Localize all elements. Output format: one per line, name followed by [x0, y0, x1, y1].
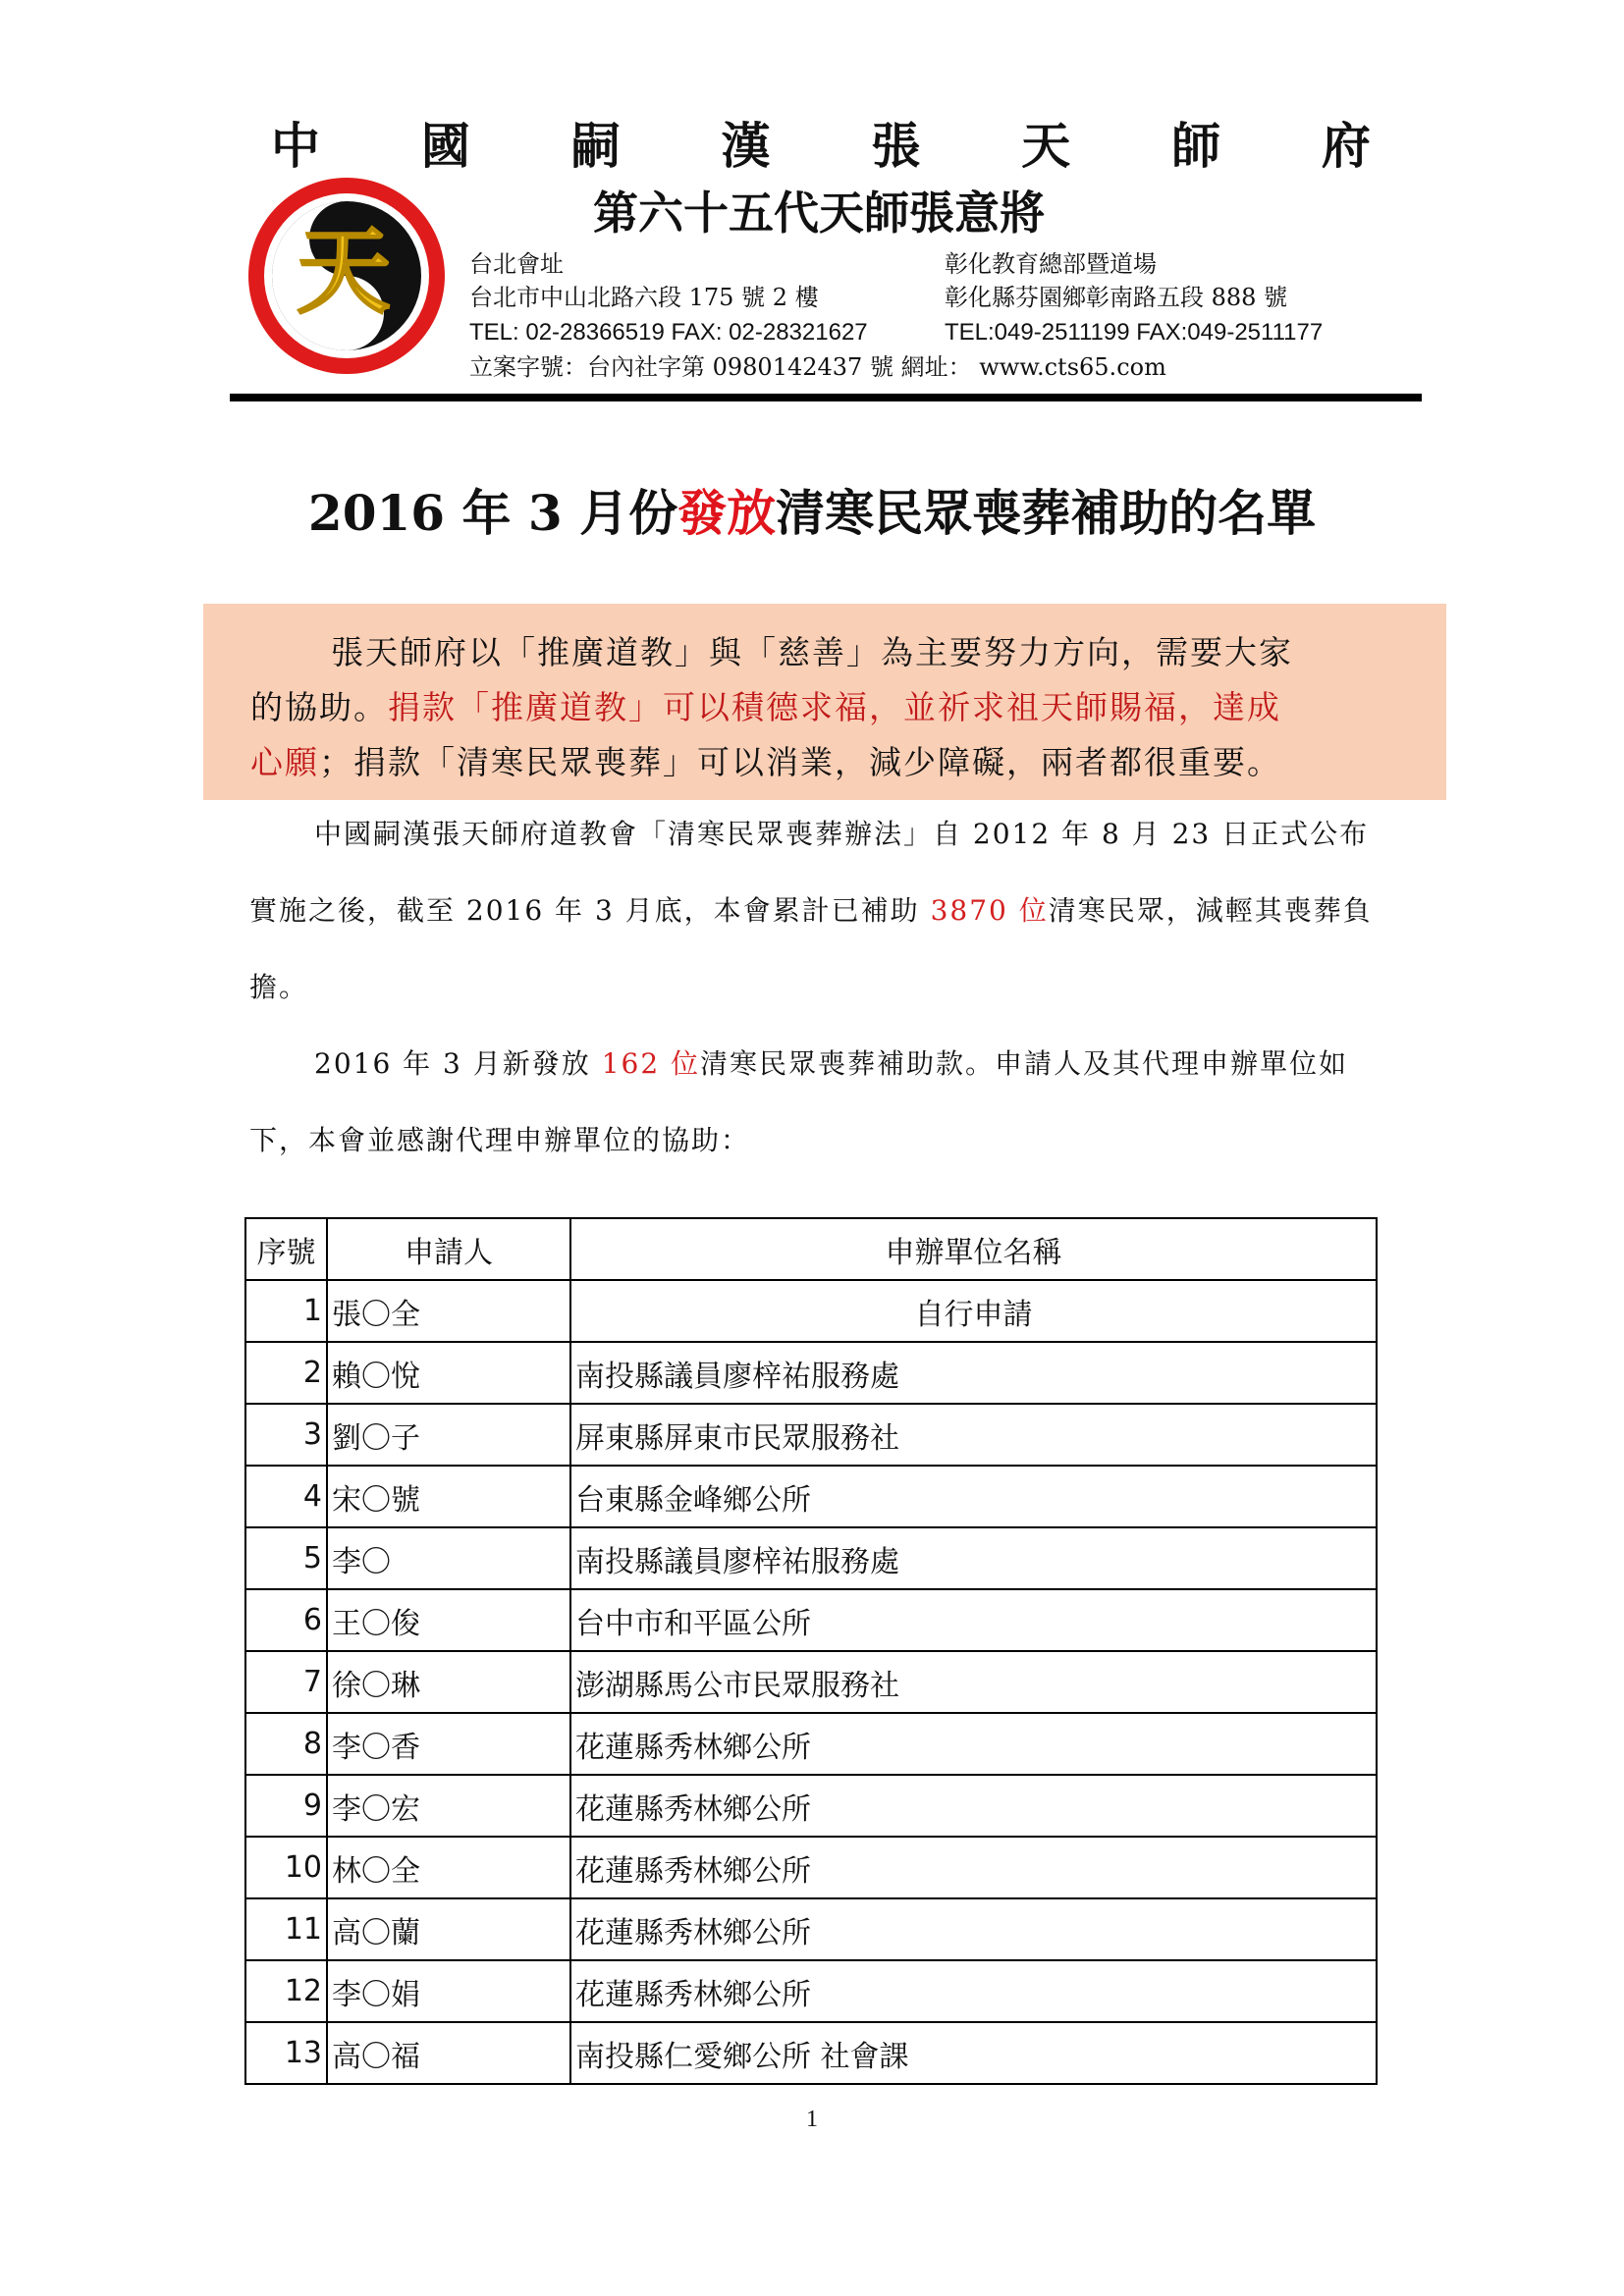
cell-applicant: 高〇福	[327, 2022, 570, 2084]
column-header-unit: 申辦單位名稱	[570, 1218, 1377, 1280]
cell-no: 4	[245, 1466, 327, 1527]
monthly-text-end: 清寒民眾喪葬補助款。申請人及其代理申辦單位如下，本會並感謝代理申辦單位的協助：	[249, 1047, 1349, 1156]
org-name-char: 師	[1171, 118, 1221, 175]
table-row	[245, 2022, 1377, 2084]
summary-paragraph	[249, 796, 1388, 1026]
cell-unit: 澎湖縣馬公市民眾服務社	[570, 1651, 1377, 1713]
cell-unit: 花蓮縣秀林鄉公所	[570, 1713, 1377, 1775]
table-row	[245, 1527, 1377, 1589]
cell-unit: 台中市和平區公所	[570, 1589, 1377, 1651]
taipei-office-phone: TEL: 02-28366519 FAX: 02-28321627	[469, 319, 868, 346]
cell-no: 8	[245, 1713, 327, 1775]
letterhead-divider	[230, 394, 1422, 401]
changhua-hq-label: 彰化教育總部暨道場	[945, 250, 1157, 278]
appeal-line-3	[250, 735, 1397, 790]
table-row	[245, 1589, 1377, 1651]
table-row	[245, 1960, 1377, 2022]
cell-unit: 南投縣議員廖梓祐服務處	[570, 1342, 1377, 1404]
cell-applicant: 賴〇悅	[327, 1342, 570, 1404]
recipient-table	[244, 1217, 1378, 2085]
cell-no: 1	[245, 1280, 327, 1342]
table-row	[245, 1342, 1377, 1404]
table-header-row	[245, 1218, 1377, 1280]
column-header-no: 序號	[245, 1218, 327, 1280]
cell-applicant: 李〇娟	[327, 1960, 570, 2022]
cell-unit: 花蓮縣秀林鄉公所	[570, 1837, 1377, 1898]
cell-unit: 自行申請	[570, 1280, 1377, 1342]
taipei-office-address: 台北市中山北路六段 175 號 2 樓	[469, 284, 819, 311]
cell-no: 13	[245, 2022, 327, 2084]
appeal-line-1: 張天師府以「推廣道教」與「慈善」為主要努力方向，需要大家	[331, 633, 1293, 671]
column-header-applicant: 申請人	[327, 1218, 570, 1280]
page-number: 1	[806, 2107, 818, 2132]
summary-text: 中國嗣漢張天師府道教會「清寒民眾喪葬辦法」自 2012 年 8 月 23 日正式公布實施之後，截至 2016 年 3 月底，本會累計已補助	[249, 818, 1370, 927]
cell-no: 12	[245, 1960, 327, 2022]
cell-no: 5	[245, 1527, 327, 1589]
appeal-line-2	[250, 680, 1397, 735]
cell-applicant: 林〇全	[327, 1837, 570, 1898]
monthly-count: 162 位	[601, 1047, 701, 1080]
table-row	[245, 1651, 1377, 1713]
table-row	[245, 1280, 1377, 1342]
taipei-office-label: 台北會址	[469, 250, 564, 278]
cell-no: 11	[245, 1898, 327, 1960]
cell-unit: 南投縣議員廖梓祐服務處	[570, 1527, 1377, 1589]
table-row	[245, 1713, 1377, 1775]
cell-applicant: 徐〇琳	[327, 1651, 570, 1713]
cell-applicant: 劉〇子	[327, 1404, 570, 1466]
org-name-char: 漢	[721, 118, 771, 175]
organization-name	[271, 108, 1371, 177]
cell-applicant: 李〇	[327, 1527, 570, 1589]
appeal-emphasis: 捐款「推廣道教」可以積德求福，並祈求祖天師賜福，達成	[388, 688, 1281, 726]
title-highlight: 發放	[677, 484, 777, 542]
org-name-char: 中	[271, 118, 320, 175]
table-row	[245, 1775, 1377, 1837]
title-prefix: 2016 年 3 月份	[307, 484, 678, 542]
cell-applicant: 高〇蘭	[327, 1898, 570, 1960]
cell-no: 7	[245, 1651, 327, 1713]
cell-unit: 台東縣金峰鄉公所	[570, 1466, 1377, 1527]
cell-applicant: 宋〇號	[327, 1466, 570, 1527]
org-name-char: 張	[871, 118, 921, 175]
tianshi-logo-icon	[245, 175, 448, 377]
cell-applicant: 李〇香	[327, 1713, 570, 1775]
appeal-text: 的協助。	[250, 688, 388, 726]
logo-text: 天	[297, 216, 391, 327]
cell-no: 6	[245, 1589, 327, 1651]
table-row	[245, 1404, 1377, 1466]
cell-applicant: 李〇宏	[327, 1775, 570, 1837]
changhua-hq-phone: TEL:049-2511199 FAX:049-2511177	[945, 319, 1324, 346]
letterhead-subtitle: 第六十五代天師張意將	[593, 187, 1045, 240]
cell-unit: 屏東縣屏東市民眾服務社	[570, 1404, 1377, 1466]
cell-applicant: 王〇俊	[327, 1589, 570, 1651]
cumulative-count: 3870 位	[930, 894, 1049, 927]
summary-text-end: 清寒民眾，減輕其喪葬負擔。	[249, 894, 1373, 1003]
table-row	[245, 1466, 1377, 1527]
registration-and-website: 立案字號：台內社字第 0980142437 號 網址： www.cts65.com	[469, 353, 1166, 381]
org-name-char: 國	[420, 118, 470, 175]
cell-no: 9	[245, 1775, 327, 1837]
title-suffix: 清寒民眾喪葬補助的名單	[776, 484, 1317, 542]
cell-no: 10	[245, 1837, 327, 1898]
org-name-char: 天	[1021, 118, 1071, 175]
table-row	[245, 1898, 1377, 1960]
org-name-char: 府	[1321, 118, 1371, 175]
table-row	[245, 1837, 1377, 1898]
org-name-char: 嗣	[570, 118, 621, 175]
cell-unit: 花蓮縣秀林鄉公所	[570, 1898, 1377, 1960]
changhua-hq-address: 彰化縣芬園鄉彰南路五段 888 號	[945, 284, 1288, 311]
cell-unit: 花蓮縣秀林鄉公所	[570, 1960, 1377, 2022]
cell-no: 3	[245, 1404, 327, 1466]
cell-unit: 花蓮縣秀林鄉公所	[570, 1775, 1377, 1837]
cell-unit: 南投縣仁愛鄉公所 社會課	[570, 2022, 1377, 2084]
document-title	[0, 479, 1624, 548]
monthly-paragraph	[249, 1026, 1388, 1179]
appeal-text: ；捐款「清寒民眾喪葬」可以消業，減少障礙，兩者都很重要。	[319, 743, 1281, 781]
donation-appeal-box	[203, 604, 1446, 800]
cell-applicant: 張〇全	[327, 1280, 570, 1342]
monthly-text: 2016 年 3 月新發放	[314, 1047, 602, 1080]
appeal-emphasis: 心願	[250, 743, 319, 781]
cell-no: 2	[245, 1342, 327, 1404]
